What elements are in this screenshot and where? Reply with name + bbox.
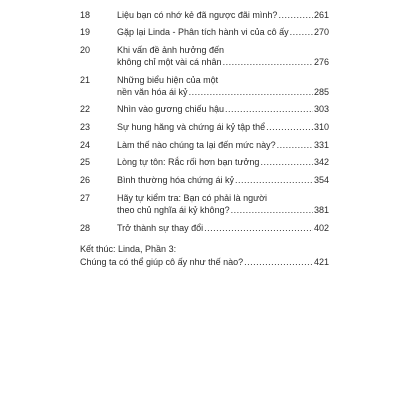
- chapter-title: [117, 222, 329, 234]
- chapter-title-line: Những biểu hiện của một: [117, 75, 219, 85]
- chapter-title-line: Trở thành sự thay đổi: [117, 223, 204, 233]
- dot-leader: [204, 222, 313, 234]
- chapter-number: 20: [80, 45, 91, 55]
- chapter-title: [117, 174, 329, 186]
- chapter-number: 24: [80, 140, 91, 150]
- chapter-number: 19: [80, 27, 91, 37]
- dot-leader: [277, 139, 313, 151]
- dot-leader: [290, 26, 313, 38]
- chapter-title: [117, 192, 329, 216]
- chapter-title-line: Làm thế nào chúng ta lại đến mức này?: [117, 140, 276, 150]
- dot-leader: [244, 256, 313, 269]
- chapter-number: 27: [80, 193, 91, 203]
- page-number: 421: [313, 257, 329, 267]
- dot-leader: [223, 56, 313, 68]
- chapter-title-line: Nhìn vào gương chiếu hậu: [117, 104, 224, 114]
- chapter-number: 26: [80, 175, 91, 185]
- chapter-title-line: không chỉ một vài cá nhân: [117, 57, 222, 67]
- chapter-number: 18: [80, 10, 91, 20]
- chapter-title-line: Khi vấn đề ảnh hưởng đến: [117, 45, 225, 55]
- chapter-title-line: Sự hung hăng và chứng ái kỷ tập thể: [117, 122, 266, 132]
- chapter-title-line: Gặp lại Linda - Phân tích hành vi của cô ấy: [117, 27, 289, 37]
- toc-entry-ending[interactable]: [80, 243, 329, 269]
- chapter-title: [117, 103, 329, 115]
- page-number: 331: [313, 140, 329, 150]
- dot-leader: [225, 103, 313, 115]
- chapter-title-line: nền văn hóa ái kỷ: [117, 87, 188, 97]
- dot-leader: [189, 86, 313, 98]
- chapter-number: 25: [80, 157, 91, 167]
- chapter-title: [117, 121, 329, 133]
- chapter-title: [117, 9, 329, 21]
- dot-leader: [266, 121, 313, 133]
- chapter-title: [117, 74, 329, 98]
- dot-leader: [278, 9, 313, 21]
- ending-title-line: Chúng ta có thể giúp cô ấy như thế nào?: [80, 257, 244, 267]
- page-number: 285: [313, 87, 329, 97]
- chapter-title: [117, 156, 329, 168]
- chapter-title: [117, 44, 329, 68]
- dot-leader: [260, 156, 313, 168]
- chapter-number: 28: [80, 223, 91, 233]
- page-number: 261: [313, 10, 329, 20]
- dot-leader: [235, 174, 313, 186]
- chapter-title-line: theo chủ nghĩa ái kỷ không?: [117, 205, 230, 215]
- page-number: 303: [313, 104, 329, 114]
- chapter-number: 22: [80, 104, 91, 114]
- page-number: 354: [313, 175, 329, 185]
- page-number: 342: [313, 157, 329, 167]
- page-number: 381: [313, 205, 329, 215]
- page-number: 310: [313, 122, 329, 132]
- ending-title-line: Kết thúc: Linda, Phần 3:: [80, 244, 177, 254]
- chapter-number: 21: [80, 75, 91, 85]
- page-number: 276: [313, 57, 329, 67]
- chapter-title: [117, 139, 329, 151]
- page-number: 270: [313, 27, 329, 37]
- page-number: 402: [313, 223, 329, 233]
- chapter-number: 23: [80, 122, 91, 132]
- chapter-title-line: Bình thường hóa chứng ái kỷ: [117, 175, 235, 185]
- chapter-title: [117, 26, 329, 38]
- chapter-title-line: Lòng tự tôn: Rắc rối hơn bạn tưởng: [117, 157, 260, 167]
- dot-leader: [231, 204, 313, 216]
- chapter-title-line: Liệu bạn có nhớ kẻ đã ngược đãi mình?: [117, 10, 278, 20]
- chapter-title-line: Hãy tự kiểm tra: Bạn có phải là người: [117, 193, 268, 203]
